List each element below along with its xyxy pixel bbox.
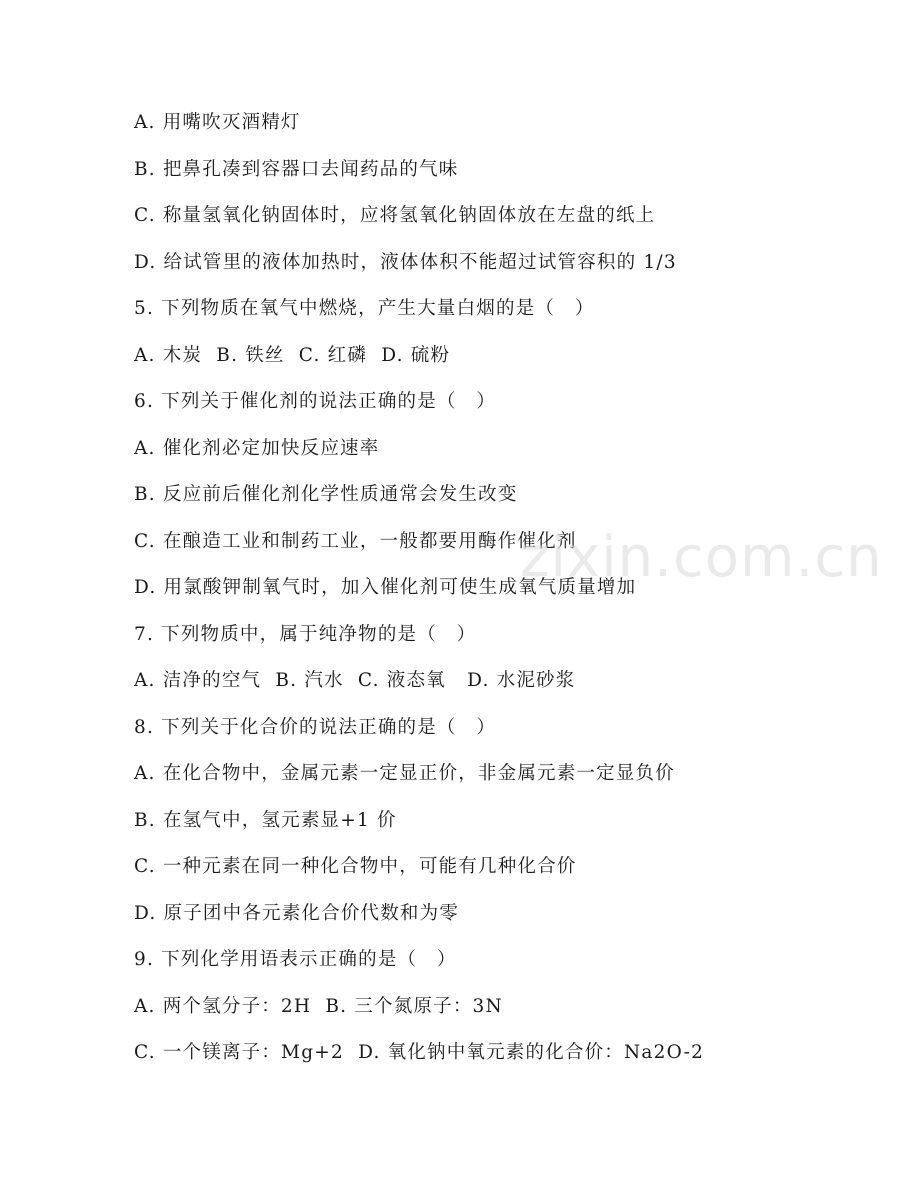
question-8-option-d: D. 原子团中各元素化合价代数和为零	[134, 902, 460, 924]
question-7-options: A. 洁净的空气 B. 汽水 C. 液态氧 D. 水泥砂浆	[134, 670, 576, 691]
question-5: 5. 下列物质在氧气中燃烧，产生大量白烟的是（ ）	[134, 298, 595, 319]
option-line-c: C. 称量氢氧化钠固体时，应将氢氧化钠固体放在左盘的纸上	[134, 205, 656, 226]
question-7: 7. 下列物质中，属于纯净物的是（ ）	[134, 623, 477, 645]
question-6-option-b: B. 反应前后催化剂化学性质通常会发生改变	[134, 484, 518, 505]
question-8: 8. 下列关于化合价的说法正确的是（ ）	[134, 716, 497, 738]
question-8-option-a: A. 在化合物中，金属元素一定显正价，非金属元素一定显负价	[134, 763, 675, 784]
question-text-block	[134, 104, 894, 1081]
watermark: zixin.com.cn	[520, 525, 883, 590]
question-6-option-c: C. 在酿造工业和制药工业，一般都要用酶作催化剂	[134, 530, 577, 552]
question-5-options: A. 木炭 B. 铁丝 C. 红磷 D. 硫粉	[134, 344, 451, 366]
question-8-option-b: B. 在氢气中，氢元素显+1 价	[134, 809, 397, 831]
question-9: 9. 下列化学用语表示正确的是（ ）	[134, 949, 457, 970]
question-6-option-d: D. 用氯酸钾制氧气时，加入催化剂可使生成氧气质量增加	[134, 577, 637, 598]
question-6: 6. 下列关于催化剂的说法正确的是（ ）	[134, 391, 497, 412]
option-line-d: D. 给试管里的液体加热时，液体体积不能超过试管容积的 1/3	[134, 251, 677, 273]
question-6-option-a: A. 催化剂必定加快反应速率	[134, 437, 380, 459]
question-8-option-c: C. 一种元素在同一种化合物中，可能有几种化合价	[134, 856, 577, 877]
question-9-options-ab: A. 两个氢分子：2H B. 三个氮原子：3N	[134, 995, 503, 1017]
option-line-a: A. 用嘴吹灭酒精灯	[134, 112, 301, 133]
question-9-options-cd: C. 一个镁离子：Mg+2 D. 氧化钠中氧元素的化合价：Na2O-2	[134, 1042, 705, 1063]
option-line-b: B. 把鼻孔凑到容器口去闻药品的气味	[134, 158, 459, 180]
